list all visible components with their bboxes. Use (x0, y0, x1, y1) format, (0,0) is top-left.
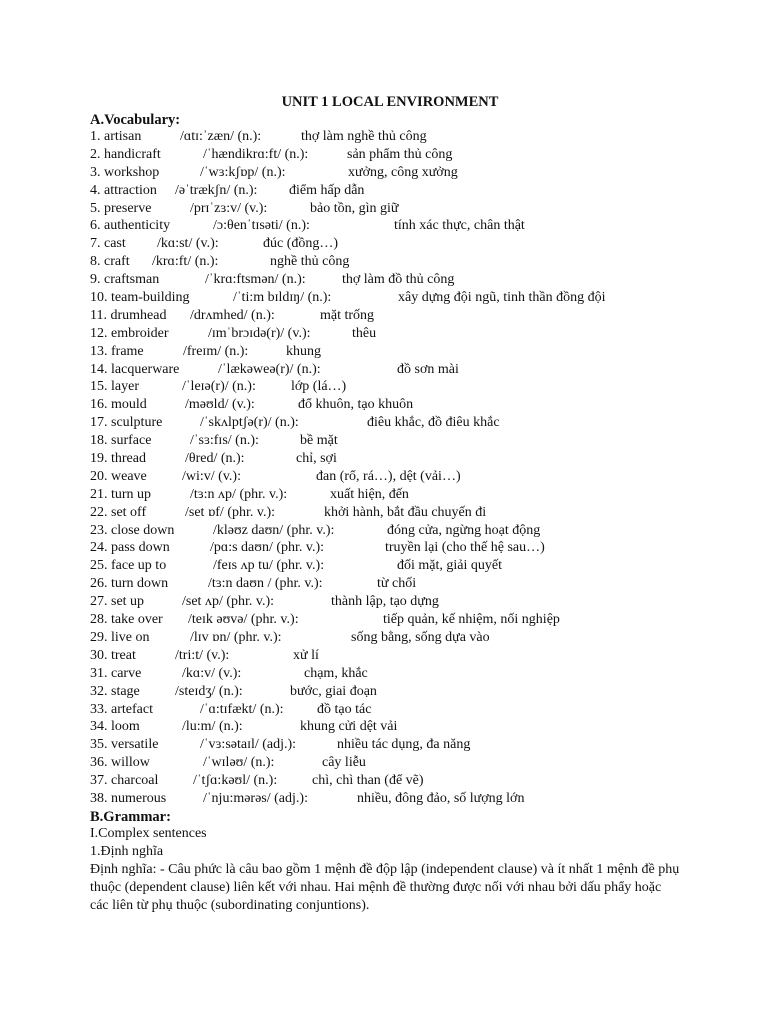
vocabulary-item (90, 271, 750, 289)
vocabulary-pronunciation: /ˈnju:mərəs/ (adj.): (203, 790, 308, 806)
vocabulary-word: 34. loom (90, 719, 140, 735)
vocabulary-word: 6. authenticity (90, 218, 171, 234)
vocabulary-word: 16. mould (90, 397, 147, 413)
vocabulary-word: 13. frame (90, 343, 144, 359)
definition-subheading: 1.Định nghĩa (90, 844, 164, 859)
vocabulary-item (90, 396, 750, 414)
grammar-subheading: I.Complex sentences (90, 826, 207, 841)
vocabulary-item (90, 754, 750, 772)
vocabulary-word: 4. attraction (90, 182, 157, 198)
vocabulary-item (90, 343, 750, 361)
vocabulary-word: 5. preserve (90, 200, 152, 216)
vocabulary-meaning: mặt trống (320, 307, 375, 323)
vocabulary-meaning: từ chối (377, 576, 417, 592)
vocabulary-pronunciation: /steɪdʒ/ (n.): (175, 683, 243, 699)
vocabulary-pronunciation: /ˈɑ:tɪfækt/ (n.): (200, 701, 284, 717)
vocabulary-word: 3. workshop (90, 164, 160, 180)
vocabulary-item (90, 575, 750, 593)
vocabulary-item (90, 325, 750, 343)
vocabulary-item (90, 307, 750, 325)
vocabulary-word: 12. embroider (90, 325, 169, 341)
vocabulary-word: 36. willow (90, 755, 150, 771)
vocabulary-item (90, 629, 750, 647)
vocabulary-word: 23. close down (90, 522, 175, 538)
vocabulary-item (90, 486, 750, 504)
vocabulary-meaning: thợ làm đồ thủ công (342, 272, 455, 288)
vocabulary-pronunciation: /θred/ (n.): (185, 451, 245, 467)
vocabulary-pronunciation: /kɑ:st/ (v.): (157, 236, 219, 252)
vocabulary-item (90, 414, 750, 432)
vocabulary-heading: A.Vocabulary: (90, 112, 181, 128)
vocabulary-word: 2. handicraft (90, 146, 161, 162)
vocabulary-meaning: khởi hành, bắt đầu chuyến đi (324, 504, 487, 520)
vocabulary-pronunciation: /prɪˈzɜ:v/ (v.): (190, 200, 268, 216)
vocabulary-meaning: truyền lại (cho thế hệ sau…) (385, 540, 545, 556)
vocabulary-item (90, 289, 750, 307)
vocabulary-meaning: xử lí (293, 647, 319, 663)
vocabulary-pronunciation: /əˈtrækʃn/ (n.): (175, 182, 258, 198)
vocabulary-item (90, 182, 750, 200)
vocabulary-pronunciation: /freɪm/ (n.): (183, 343, 249, 359)
vocabulary-meaning: sống bằng, sống dựa vào (351, 629, 490, 645)
vocabulary-item (90, 593, 750, 611)
vocabulary-meaning: chì, chì than (để vẽ) (312, 773, 424, 789)
vocabulary-pronunciation: /məʊld/ (v.): (185, 397, 255, 413)
vocabulary-meaning: đan (rổ, rá…), dệt (vải…) (316, 468, 461, 484)
vocabulary-pronunciation: /ˈtʃɑ:kəʊl/ (n.): (193, 773, 278, 789)
vocabulary-item (90, 504, 750, 522)
vocabulary-word: 38. numerous (90, 790, 167, 806)
vocabulary-word: 27. set up (90, 594, 145, 610)
vocabulary-meaning: nhiều tác dụng, đa năng (337, 737, 471, 753)
vocabulary-item (90, 665, 750, 683)
vocabulary-meaning: điểm hấp dẫn (289, 182, 365, 198)
vocabulary-word: 1. artisan (90, 129, 142, 144)
vocabulary-word: 7. cast (90, 236, 126, 252)
vocabulary-word: 25. face up to (90, 558, 167, 574)
vocabulary-meaning: xưởng, công xưởng (348, 164, 458, 180)
vocabulary-meaning: khung cửi dệt vải (300, 719, 398, 735)
vocabulary-pronunciation: /ɪmˈbrɔɪdə(r)/ (v.): (208, 325, 311, 341)
vocabulary-word: 21. turn up (90, 486, 152, 502)
vocabulary-pronunciation: /ˈkrɑ:ftsmən/ (n.): (205, 272, 306, 288)
page-title: UNIT 1 LOCAL ENVIRONMENT (281, 94, 499, 110)
vocabulary-word: 33. artefact (90, 701, 153, 717)
vocabulary-meaning: thợ làm nghề thủ công (301, 129, 427, 144)
vocabulary-item (90, 772, 750, 790)
vocabulary-item (90, 235, 750, 253)
vocabulary-pronunciation: /feɪs ʌp tu/ (phr. v.): (213, 558, 325, 574)
vocabulary-word: 22. set off (90, 504, 147, 520)
vocabulary-meaning: đồ tạo tác (317, 701, 372, 717)
vocabulary-word: 11. drumhead (90, 307, 167, 323)
vocabulary-meaning: bề mặt (300, 433, 338, 449)
vocabulary-pronunciation: /ˈhændikrɑ:ft/ (n.): (203, 146, 309, 162)
vocabulary-pronunciation: /lu:m/ (n.): (182, 719, 243, 735)
vocabulary-item (90, 790, 750, 808)
vocabulary-word: 19. thread (90, 451, 146, 467)
vocabulary-pronunciation: /tɜ:n ʌp/ (phr. v.): (190, 486, 288, 502)
vocabulary-meaning: nghề thủ công (270, 254, 350, 270)
vocabulary-item (90, 611, 750, 629)
vocabulary-word: 20. weave (90, 468, 147, 484)
vocabulary-item (90, 450, 750, 468)
vocabulary-word: 28. take over (90, 612, 163, 628)
vocabulary-meaning: chỉ, sợi (296, 451, 337, 467)
vocabulary-word: 17. sculpture (90, 415, 163, 431)
vocabulary-meaning: bảo tồn, gìn giữ (310, 200, 399, 216)
vocabulary-pronunciation: /ˈsɜ:fɪs/ (n.): (190, 433, 259, 449)
vocabulary-pronunciation: /ˈleɪə(r)/ (n.): (182, 379, 256, 395)
vocabulary-item (90, 701, 750, 719)
vocabulary-meaning: đối mặt, giải quyết (397, 558, 502, 574)
vocabulary-pronunciation: /set ɒf/ (phr. v.): (185, 504, 276, 520)
vocabulary-pronunciation: /ˈwɪləʊ/ (n.): (203, 755, 275, 771)
vocabulary-pronunciation: /ˈlækəweə(r)/ (n.): (218, 361, 321, 377)
vocabulary-word: 29. live on (90, 629, 150, 645)
vocabulary-item (90, 200, 750, 218)
vocabulary-pronunciation: /ˈskʌlptʃə(r)/ (n.): (200, 415, 299, 431)
vocabulary-word: 9. craftsman (90, 272, 160, 288)
vocabulary-meaning: xuất hiện, đến (330, 486, 409, 502)
vocabulary-item (90, 718, 750, 736)
vocabulary-meaning: tiếp quản, kế nhiệm, nối nghiệp (383, 612, 560, 628)
vocabulary-meaning: thêu (352, 325, 377, 341)
vocabulary-item (90, 468, 750, 486)
vocabulary-item (90, 736, 750, 754)
vocabulary-meaning: lớp (lá…) (291, 379, 347, 395)
vocabulary-word: 26. turn down (90, 576, 169, 592)
vocabulary-meaning: đổ khuôn, tạo khuôn (298, 397, 414, 413)
vocabulary-pronunciation: /pɑ:s daʊn/ (phr. v.): (210, 540, 325, 556)
vocabulary-pronunciation: /kləʊz daʊn/ (phr. v.): (213, 522, 335, 538)
vocabulary-meaning: đồ sơn mài (397, 361, 459, 377)
vocabulary-meaning: bước, giai đoạn (290, 683, 377, 699)
definition-paragraph: Định nghĩa: - Câu phức là câu bao gồm 1 mệnh đề độp lập (independent clause) và ít nhất 1 mệnh đề phụ thuộc (dependent clause) liên kết với nhau. Hai mệnh đề thường được nối với nhau bởi dấu phẩy hoặc các liên từ phụ thuộc (subordinating conjuntions). (90, 862, 680, 913)
vocabulary-meaning: đóng cửa, ngừng hoạt động (387, 522, 541, 538)
vocabulary-meaning: điêu khắc, đồ điêu khắc (367, 415, 500, 431)
vocabulary-word: 18. surface (90, 433, 152, 449)
vocabulary-meaning: tính xác thực, chân thật (394, 218, 525, 234)
vocabulary-word: 10. team-building (90, 290, 190, 306)
vocabulary-item (90, 217, 750, 235)
vocabulary-item (90, 432, 750, 450)
vocabulary-list (90, 128, 750, 808)
vocabulary-word: 37. charcoal (90, 773, 159, 789)
vocabulary-item (90, 146, 750, 164)
vocabulary-pronunciation: /ˈwɜ:kʃɒp/ (n.): (200, 164, 286, 180)
vocabulary-pronunciation: /lɪv ɒn/ (phr. v.): (190, 629, 282, 645)
vocabulary-item (90, 647, 750, 665)
vocabulary-pronunciation: /kɑ:v/ (v.): (182, 665, 242, 681)
vocabulary-pronunciation: /ˈti:m bɪldɪŋ/ (n.): (233, 290, 332, 306)
vocabulary-word: 32. stage (90, 683, 140, 699)
vocabulary-meaning: xây dựng đội ngũ, tinh thần đồng đội (398, 290, 606, 306)
vocabulary-item (90, 378, 750, 396)
vocabulary-word: 35. versatile (90, 737, 159, 753)
vocabulary-pronunciation: /set ʌp/ (phr. v.): (182, 594, 275, 610)
vocabulary-item (90, 522, 750, 540)
vocabulary-pronunciation: /ˈvɜ:sətaɪl/ (adj.): (200, 737, 297, 753)
vocabulary-pronunciation: /teɪk əʊvə/ (phr. v.): (188, 612, 299, 628)
vocabulary-word: 30. treat (90, 647, 136, 663)
vocabulary-item (90, 164, 750, 182)
vocabulary-word: 24. pass down (90, 540, 170, 556)
grammar-heading: B.Grammar: (90, 809, 171, 825)
vocabulary-meaning: nhiều, đông đảo, số lượng lớn (357, 790, 525, 806)
vocabulary-pronunciation: /ɑtɪ:ˈzæn/ (n.): (180, 129, 262, 144)
vocabulary-item (90, 361, 750, 379)
vocabulary-pronunciation: /wi:v/ (v.): (182, 468, 241, 484)
vocabulary-item (90, 683, 750, 701)
vocabulary-word: 15. layer (90, 379, 139, 395)
vocabulary-word: 8. craft (90, 254, 130, 270)
vocabulary-pronunciation: /drʌmhed/ (n.): (190, 307, 275, 323)
vocabulary-item (90, 557, 750, 575)
vocabulary-item (90, 539, 750, 557)
vocabulary-pronunciation: /tɜ:n daʊn / (phr. v.): (208, 576, 323, 592)
vocabulary-meaning: cây liễu (322, 755, 366, 771)
vocabulary-pronunciation: /krɑ:ft/ (n.): (152, 254, 219, 270)
vocabulary-word: 31. carve (90, 665, 142, 681)
vocabulary-meaning: đúc (đồng…) (263, 236, 339, 252)
vocabulary-meaning: sản phẩm thủ công (347, 146, 453, 162)
vocabulary-word: 14. lacquerware (90, 361, 180, 377)
vocabulary-meaning: chạm, khắc (304, 665, 368, 681)
vocabulary-item (90, 253, 750, 271)
vocabulary-meaning: thành lập, tạo dựng (331, 594, 439, 610)
vocabulary-item (90, 128, 750, 146)
vocabulary-pronunciation: /ɔ:θenˈtɪsəti/ (n.): (213, 218, 310, 234)
vocabulary-pronunciation: /tri:t/ (v.): (175, 647, 230, 663)
vocabulary-meaning: khung (286, 343, 321, 359)
